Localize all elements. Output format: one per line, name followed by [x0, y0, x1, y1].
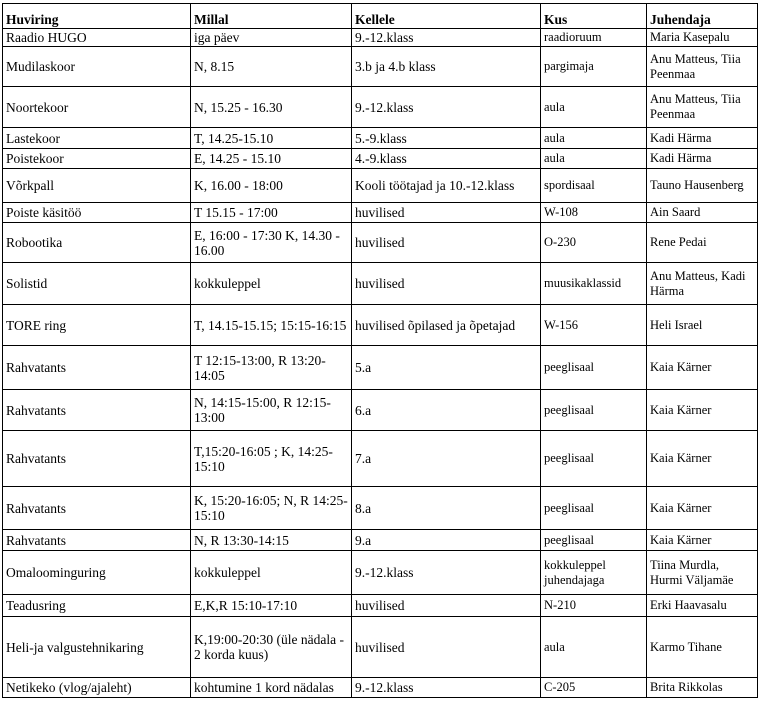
cell-kus: W-156 [541, 305, 647, 346]
table-row [3, 551, 758, 595]
cell-millal: K, 16.00 - 18:00 [191, 169, 352, 203]
cell-kellele: 8.a [352, 487, 541, 530]
cell-juhendaja: Kaia Kärner [647, 431, 758, 487]
cell-kus: peeglisaal [541, 530, 647, 551]
cell-kus: peeglisaal [541, 487, 647, 530]
cell-millal: N, R 13:30-14:15 [191, 530, 352, 551]
cell-juhendaja: Kadi Härma [647, 128, 758, 149]
cell-huviring: Raadio HUGO [3, 29, 191, 47]
cell-huviring: Noortekoor [3, 87, 191, 128]
cell-kellele: 7.a [352, 431, 541, 487]
cell-kellele: 9.-12.klass [352, 678, 541, 698]
table-row [3, 223, 758, 263]
table-row [3, 263, 758, 305]
cell-huviring: Poistekoor [3, 149, 191, 169]
cell-juhendaja: Kadi Härma [647, 149, 758, 169]
cell-kus: C-205 [541, 678, 647, 698]
table-row [3, 305, 758, 346]
cell-kus: spordisaal [541, 169, 647, 203]
cell-kus: pargimaja [541, 47, 647, 87]
cell-huviring: Robootika [3, 223, 191, 263]
cell-huviring: Heli-ja valgustehnikaring [3, 617, 191, 678]
col-kellele: Kellele [352, 4, 541, 29]
cell-kus: raadioruum [541, 29, 647, 47]
cell-millal: kokkuleppel [191, 263, 352, 305]
cell-juhendaja: Anu Matteus, Kadi Härma [647, 263, 758, 305]
cell-juhendaja: Karmo Tihane [647, 617, 758, 678]
cell-kus: aula [541, 149, 647, 169]
cell-millal: T,15:20-16:05 ; K, 14:25-15:10 [191, 431, 352, 487]
table-row [3, 487, 758, 530]
cell-millal: T 12:15-13:00, R 13:20-14:05 [191, 346, 352, 390]
cell-kellele: huvilised [352, 617, 541, 678]
cell-millal: N, 14:15-15:00, R 12:15-13:00 [191, 390, 352, 431]
cell-huviring: Solistid [3, 263, 191, 305]
cell-juhendaja: Ain Saard [647, 203, 758, 223]
cell-kus: aula [541, 617, 647, 678]
schedule-table [2, 3, 758, 698]
table-row [3, 595, 758, 617]
cell-juhendaja: Maria Kasepalu [647, 29, 758, 47]
cell-kellele: 3.b ja 4.b klass [352, 47, 541, 87]
cell-kus: peeglisaal [541, 346, 647, 390]
cell-kus: peeglisaal [541, 390, 647, 431]
cell-huviring: Lastekoor [3, 128, 191, 149]
cell-millal: K,19:00-20:30 (üle nädala - 2 korda kuus) [191, 617, 352, 678]
cell-juhendaja: Anu Matteus, Tiia Peenmaa [647, 47, 758, 87]
cell-millal: T 15.15 - 17:00 [191, 203, 352, 223]
header-row [3, 4, 758, 29]
table-row [3, 128, 758, 149]
cell-huviring: Teadusring [3, 595, 191, 617]
cell-millal: T, 14.25-15.10 [191, 128, 352, 149]
cell-huviring: Omaloominguring [3, 551, 191, 595]
cell-kellele: Kooli töötajad ja 10.-12.klass [352, 169, 541, 203]
cell-juhendaja: Anu Matteus, Tiia Peenmaa [647, 87, 758, 128]
cell-kellele: 9.-12.klass [352, 87, 541, 128]
cell-kellele: huvilised [352, 203, 541, 223]
cell-kellele: 5.a [352, 346, 541, 390]
table-row [3, 149, 758, 169]
cell-millal: K, 15:20-16:05; N, R 14:25-15:10 [191, 487, 352, 530]
cell-huviring: Rahvatants [3, 487, 191, 530]
cell-huviring: Rahvatants [3, 390, 191, 431]
cell-juhendaja: Kaia Kärner [647, 487, 758, 530]
cell-kus: muusikaklassid [541, 263, 647, 305]
cell-kellele: 6.a [352, 390, 541, 431]
cell-kellele: huvilised õpilased ja õpetajad [352, 305, 541, 346]
cell-kus: aula [541, 87, 647, 128]
cell-kellele: huvilised [352, 223, 541, 263]
cell-millal: E, 16:00 - 17:30 K, 14.30 - 16.00 [191, 223, 352, 263]
cell-millal: iga päev [191, 29, 352, 47]
cell-millal: T, 14.15-15.15; 15:15-16:15 [191, 305, 352, 346]
cell-juhendaja: Tiina Murdla, Hurmi Väljamäe [647, 551, 758, 595]
cell-juhendaja: Brita Rikkolas [647, 678, 758, 698]
col-millal: Millal [191, 4, 352, 29]
table-row [3, 87, 758, 128]
cell-kus: O-230 [541, 223, 647, 263]
table-row [3, 47, 758, 87]
cell-millal: kokkuleppel [191, 551, 352, 595]
cell-kus: aula [541, 128, 647, 149]
cell-millal: E,K,R 15:10-17:10 [191, 595, 352, 617]
cell-kus: kokkuleppel juhendajaga [541, 551, 647, 595]
table-row [3, 530, 758, 551]
cell-kellele: 9.-12.klass [352, 29, 541, 47]
cell-huviring: Rahvatants [3, 530, 191, 551]
cell-kellele: huvilised [352, 263, 541, 305]
col-juhendaja: Juhendaja [647, 4, 758, 29]
table-row [3, 29, 758, 47]
col-huviring: Huviring [3, 4, 191, 29]
cell-juhendaja: Kaia Kärner [647, 390, 758, 431]
table-row [3, 678, 758, 698]
cell-huviring: Rahvatants [3, 346, 191, 390]
col-kus: Kus [541, 4, 647, 29]
cell-juhendaja: Tauno Hausenberg [647, 169, 758, 203]
cell-kellele: 9.a [352, 530, 541, 551]
table-row [3, 390, 758, 431]
cell-huviring: Mudilaskoor [3, 47, 191, 87]
table-row [3, 617, 758, 678]
cell-kellele: huvilised [352, 595, 541, 617]
cell-millal: N, 15.25 - 16.30 [191, 87, 352, 128]
cell-millal: kohtumine 1 kord nädalas [191, 678, 352, 698]
cell-kellele: 9.-12.klass [352, 551, 541, 595]
cell-kus: N-210 [541, 595, 647, 617]
cell-juhendaja: Rene Pedai [647, 223, 758, 263]
cell-millal: E, 14.25 - 15.10 [191, 149, 352, 169]
cell-huviring: Netikeko (vlog/ajaleht) [3, 678, 191, 698]
cell-kus: peeglisaal [541, 431, 647, 487]
cell-juhendaja: Heli Israel [647, 305, 758, 346]
cell-huviring: Rahvatants [3, 431, 191, 487]
cell-juhendaja: Kaia Kärner [647, 530, 758, 551]
table-row [3, 431, 758, 487]
cell-kellele: 4.-9.klass [352, 149, 541, 169]
table-row [3, 203, 758, 223]
table-row [3, 346, 758, 390]
table-row [3, 169, 758, 203]
cell-juhendaja: Erki Haavasalu [647, 595, 758, 617]
cell-huviring: Võrkpall [3, 169, 191, 203]
cell-millal: N, 8.15 [191, 47, 352, 87]
cell-juhendaja: Kaia Kärner [647, 346, 758, 390]
cell-kus: W-108 [541, 203, 647, 223]
cell-kellele: 5.-9.klass [352, 128, 541, 149]
cell-huviring: Poiste käsitöö [3, 203, 191, 223]
cell-huviring: TORE ring [3, 305, 191, 346]
